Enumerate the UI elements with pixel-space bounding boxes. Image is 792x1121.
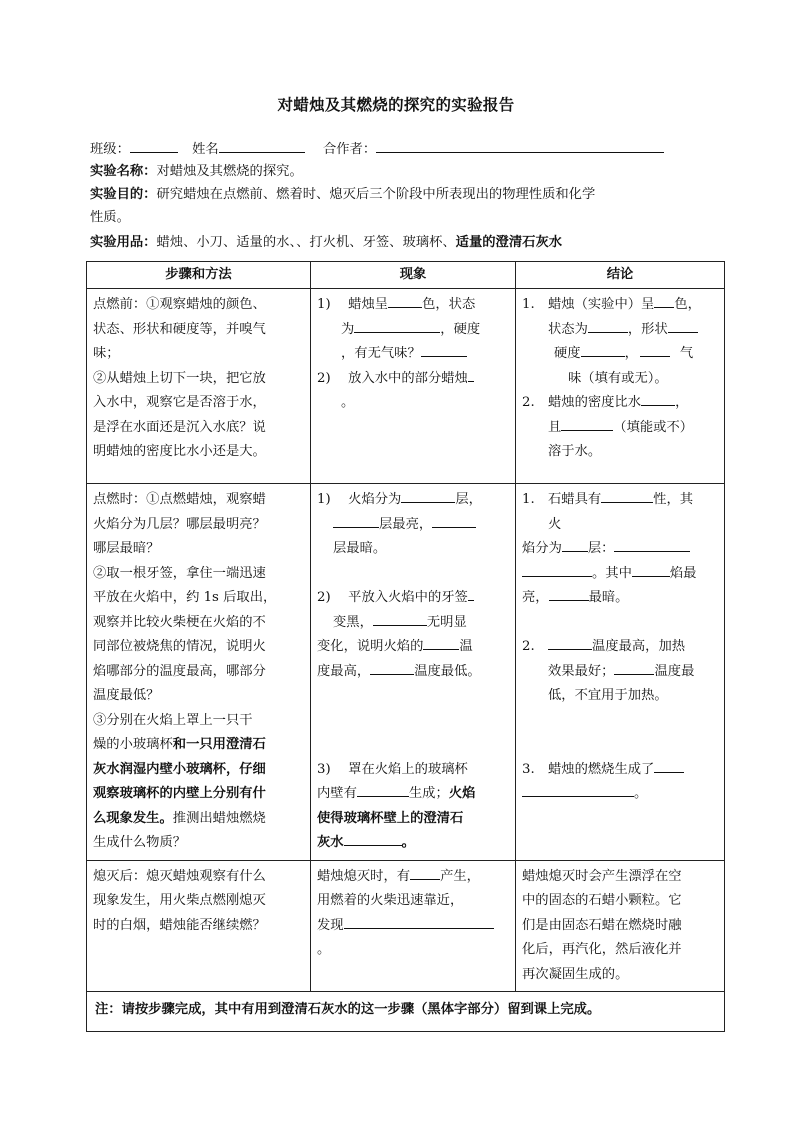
text-span: 最暗。 bbox=[588, 590, 629, 605]
text-span: 生成； bbox=[408, 786, 449, 801]
answer-blank[interactable] bbox=[370, 660, 414, 675]
experiment-purpose-line bbox=[90, 184, 720, 206]
table-header-row bbox=[87, 262, 725, 289]
answer-blank[interactable] bbox=[632, 562, 670, 577]
materials-value: 蜡烛、小刀、适量的水、、打火机、牙签、玻璃杯、 bbox=[156, 235, 456, 250]
text-span: 度最高， bbox=[317, 663, 371, 679]
text-span: 1. 石蜡具有 bbox=[522, 492, 602, 507]
text-line bbox=[317, 865, 509, 890]
text-line: 中的固态的石蜡小颗粒。它 bbox=[522, 893, 682, 908]
text-line: 状态、形状和硬度等，并嗅气 bbox=[93, 321, 266, 337]
text-span: ，形状 bbox=[627, 321, 668, 337]
text-span: ， bbox=[675, 395, 689, 410]
materials-value-bold: 适量的澄清石灰水 bbox=[455, 235, 563, 250]
text-line bbox=[317, 391, 509, 416]
answer-blank[interactable] bbox=[344, 831, 402, 846]
experiment-purpose-value-1: 研究蜡烛在点燃前、燃着时、熄灭后三个阶段中所表现出的物理性质和化学 bbox=[156, 187, 596, 202]
phenomena-cell-before bbox=[311, 289, 516, 484]
text-line: 们是由固态石蜡在燃烧时融 bbox=[522, 917, 682, 933]
text-line: 现象发生，用火柴点燃刚熄灭 bbox=[93, 893, 266, 908]
text-line bbox=[317, 513, 509, 538]
text-line: 哪层最暗？ bbox=[93, 541, 160, 556]
text-line: 蜡烛熄灭时会产生漂浮在空 bbox=[522, 868, 682, 884]
class-blank[interactable] bbox=[130, 138, 178, 153]
text-line bbox=[317, 635, 509, 660]
text-span: 1. 蜡烛（实验中）呈 bbox=[522, 297, 655, 312]
bold-text-span: 么现象发生。 bbox=[93, 810, 173, 826]
text-span: 。 bbox=[634, 786, 648, 801]
table-note-row bbox=[87, 992, 725, 1032]
text-line: 温度最低？ bbox=[93, 688, 160, 703]
table-row-before-lighting bbox=[87, 289, 725, 484]
answer-blank[interactable] bbox=[373, 611, 427, 626]
text-line: 平放在火焰中，约 1s 后取出， bbox=[93, 590, 277, 605]
answer-blank[interactable] bbox=[549, 586, 589, 601]
text-span: 变黑， bbox=[333, 614, 373, 630]
text-span: 2. bbox=[522, 639, 548, 654]
answer-blank[interactable] bbox=[601, 488, 653, 503]
text-line bbox=[522, 635, 718, 660]
answer-blank[interactable] bbox=[588, 318, 628, 333]
bold-text-line bbox=[317, 831, 509, 856]
text-line: 观察并比较火柴梗在火焰的不 bbox=[93, 614, 266, 630]
bold-text-span: 火焰 bbox=[448, 786, 476, 801]
text-line bbox=[317, 660, 509, 685]
materials-label: 实验用品： bbox=[90, 235, 157, 250]
partner-blank[interactable] bbox=[376, 138, 664, 153]
spacer bbox=[317, 684, 509, 709]
text-line bbox=[522, 318, 718, 343]
text-span: 温 bbox=[459, 639, 473, 654]
experiment-purpose-line-2 bbox=[90, 207, 720, 229]
text-line bbox=[522, 758, 718, 783]
answer-blank[interactable] bbox=[641, 391, 675, 406]
text-span: 为 bbox=[341, 321, 355, 337]
text-line bbox=[317, 914, 509, 939]
answer-blank[interactable] bbox=[333, 513, 379, 528]
text-span: 效果最好； bbox=[548, 663, 615, 679]
answer-blank[interactable] bbox=[522, 562, 592, 577]
text-span: 层最暗。 bbox=[333, 541, 387, 556]
text-span: 1) 蜡烛呈 bbox=[317, 297, 389, 312]
bold-text-span: 。 bbox=[401, 835, 415, 850]
spacer bbox=[317, 709, 509, 734]
text-line bbox=[522, 488, 718, 513]
text-line bbox=[522, 537, 718, 562]
answer-blank[interactable] bbox=[344, 914, 494, 929]
answer-blank[interactable] bbox=[561, 416, 613, 431]
steps-cell-before bbox=[87, 289, 311, 484]
class-label: 班级： bbox=[90, 142, 130, 157]
note-text: 注：请按步骤完成，其中有用到澄清石灰水的这一步骤（黑体字部分）留到课上完成。 bbox=[87, 992, 725, 1032]
text-line bbox=[93, 733, 304, 758]
text-span: 焰最 bbox=[669, 565, 697, 581]
experiment-name-line bbox=[90, 161, 720, 183]
answer-blank[interactable] bbox=[354, 318, 440, 333]
phenomena-cell-burning bbox=[311, 484, 516, 861]
answer-blank[interactable] bbox=[614, 537, 690, 552]
text-span: 。其中 bbox=[592, 565, 632, 581]
text-line bbox=[522, 586, 718, 611]
text-span: 火 bbox=[548, 516, 562, 532]
text-span: 2) 放入水中的部分蜡烛 bbox=[317, 370, 468, 386]
name-label: 姓名 bbox=[192, 142, 219, 157]
answer-blank[interactable] bbox=[357, 782, 409, 797]
text-span: 1) 火焰分为 bbox=[317, 492, 402, 507]
text-line: 点燃时：①点燃蜡烛，观察蜡 bbox=[93, 492, 266, 507]
text-line: ②从蜡烛上切下一块，把它放 bbox=[93, 370, 266, 386]
spacer bbox=[317, 562, 509, 587]
bold-text-span: 灰水 bbox=[317, 835, 344, 850]
text-span: 内壁有 bbox=[317, 786, 357, 801]
text-span: 溶于水。 bbox=[548, 444, 602, 459]
text-span: ，有无气味？ bbox=[341, 346, 421, 361]
answer-blank[interactable] bbox=[640, 342, 670, 357]
text-line bbox=[317, 293, 509, 318]
experiment-name-value: 对蜡烛及其燃烧的探究。 bbox=[156, 164, 303, 179]
steps-cell-burning bbox=[87, 484, 311, 861]
text-line: 再次凝固生成的。 bbox=[522, 966, 629, 982]
text-span: 硬度 bbox=[554, 346, 581, 361]
text-span: 。 bbox=[341, 395, 355, 410]
answer-blank[interactable] bbox=[668, 318, 698, 333]
answer-blank[interactable] bbox=[432, 513, 476, 528]
text-span: 状态为 bbox=[548, 321, 588, 337]
answer-blank[interactable] bbox=[522, 782, 634, 797]
bold-text-line: 观察玻璃杯的内壁上分别有什 bbox=[93, 786, 266, 801]
answer-blank[interactable] bbox=[401, 488, 455, 503]
answer-blank[interactable] bbox=[423, 635, 459, 650]
text-span: 亮， bbox=[522, 590, 549, 605]
text-span: 温度最 bbox=[654, 663, 695, 679]
phenomena-cell-after bbox=[311, 860, 516, 992]
text-line bbox=[522, 293, 718, 318]
text-line bbox=[522, 391, 718, 416]
name-blank[interactable] bbox=[219, 138, 305, 153]
text-line bbox=[317, 758, 509, 783]
text-span: 低，不宜用于加热。 bbox=[548, 688, 668, 703]
answer-blank[interactable] bbox=[421, 342, 467, 357]
report-title: 对蜡烛及其燃烧的探究的实验报告 bbox=[277, 95, 515, 114]
text-span: （填能或不） bbox=[613, 419, 694, 435]
text-line: ③分别在火焰上罩上一只干 bbox=[93, 712, 253, 728]
answer-blank[interactable] bbox=[410, 865, 440, 880]
text-span: ，硬度 bbox=[440, 321, 481, 337]
text-line: 同部位被烧焦的情况，说明火 bbox=[93, 639, 266, 654]
text-line: 焰哪部分的温度最高，哪部分 bbox=[93, 663, 266, 679]
text-span: 层： bbox=[587, 541, 615, 556]
answer-blank[interactable] bbox=[548, 635, 592, 650]
text-line: 熄灭后：熄灭蜡烛观察有什么 bbox=[93, 868, 266, 884]
text-line bbox=[522, 660, 718, 685]
text-line bbox=[522, 367, 718, 392]
conclusion-cell-before bbox=[516, 289, 725, 484]
answer-blank[interactable] bbox=[468, 367, 474, 382]
text-line bbox=[522, 513, 718, 538]
text-span: 无明显 bbox=[426, 614, 467, 630]
text-line bbox=[522, 416, 718, 441]
text-span: 燥的小玻璃杯 bbox=[93, 737, 173, 752]
text-span: 温度最低。 bbox=[414, 663, 481, 679]
partner-label: 合作者： bbox=[322, 142, 377, 157]
text-span: 发现 bbox=[317, 917, 344, 933]
text-line bbox=[317, 367, 509, 392]
text-line: 味； bbox=[93, 346, 120, 361]
answer-blank[interactable] bbox=[654, 758, 684, 773]
text-span: ， bbox=[624, 346, 638, 361]
text-line: ②取一根牙签，拿住一端迅速 bbox=[93, 565, 266, 581]
text-span: 色，状态 bbox=[422, 297, 476, 312]
text-line bbox=[317, 537, 509, 562]
text-line bbox=[522, 684, 718, 709]
text-span: 3. 蜡烛的燃烧生成了 bbox=[522, 761, 655, 777]
conclusion-cell-after bbox=[516, 860, 725, 992]
text-line bbox=[317, 586, 509, 611]
answer-blank[interactable] bbox=[654, 293, 674, 308]
text-line: 生成什么物质？ bbox=[93, 835, 187, 850]
bold-text-span: 和一只用澄清石 bbox=[172, 737, 266, 752]
spacer bbox=[522, 709, 718, 734]
text-span: 2) 平放入火焰中的牙签 bbox=[317, 590, 468, 605]
text-span: 气 bbox=[679, 346, 694, 361]
header-steps: 步骤和方法 bbox=[87, 262, 311, 289]
text-span: 温度最高，加热 bbox=[591, 639, 686, 654]
text-span: 色， bbox=[674, 297, 701, 312]
bold-text-line: 灰水润湿内壁小玻璃杯，仔细 bbox=[93, 761, 266, 777]
text-line: 是浮在水面还是沉入水底？说 bbox=[93, 419, 266, 435]
table-row-after-extinguish bbox=[87, 860, 725, 992]
steps-cell-after bbox=[87, 860, 311, 992]
text-span: 味（填有或无）。 bbox=[568, 370, 668, 386]
text-span: 且 bbox=[548, 419, 562, 435]
header-conclusion: 结论 bbox=[516, 262, 725, 289]
spacer bbox=[522, 733, 718, 758]
text-line bbox=[522, 782, 718, 807]
text-line bbox=[522, 562, 718, 587]
text-span: 性，其 bbox=[653, 492, 694, 507]
experiment-purpose-label: 实验目的： bbox=[90, 187, 157, 202]
text-line: 。 bbox=[317, 942, 331, 957]
text-span: 2. 蜡烛的密度比水 bbox=[522, 395, 642, 410]
text-line bbox=[93, 807, 304, 832]
text-line: 时的白烟，蜡烛能否继续燃？ bbox=[93, 917, 266, 933]
info-line bbox=[90, 138, 720, 161]
header-phenomena: 现象 bbox=[311, 262, 516, 289]
text-line bbox=[317, 488, 509, 513]
text-span: 变化，说明火焰的 bbox=[317, 639, 424, 654]
experiment-purpose-value-2: 性质。 bbox=[90, 210, 130, 225]
text-line bbox=[522, 440, 718, 465]
spacer bbox=[522, 611, 718, 636]
text-line bbox=[522, 342, 718, 367]
answer-blank[interactable] bbox=[468, 586, 474, 601]
experiment-name-label: 实验名称： bbox=[90, 164, 157, 179]
text-line: 用燃着的火柴迅速靠近， bbox=[317, 893, 464, 908]
text-line bbox=[317, 342, 509, 367]
answer-blank[interactable] bbox=[581, 342, 625, 357]
text-span: 产生， bbox=[440, 868, 480, 884]
table-row-burning bbox=[87, 484, 725, 861]
text-line: 点燃前：①观察蜡烛的颜色、 bbox=[93, 297, 266, 312]
text-span: 层最亮， bbox=[379, 516, 433, 532]
answer-blank[interactable] bbox=[614, 660, 654, 675]
report-table bbox=[86, 261, 725, 1032]
text-span: 推测出蜡烛燃烧 bbox=[172, 810, 266, 826]
text-line: 明蜡烛的密度比水小还是大。 bbox=[93, 444, 266, 459]
text-line bbox=[317, 611, 509, 636]
conclusion-cell-burning bbox=[516, 484, 725, 861]
text-line: 入水中，观察它是否溶于水， bbox=[93, 395, 266, 410]
text-span: 3) 罩在火焰上的玻璃杯 bbox=[317, 761, 468, 777]
spacer bbox=[317, 733, 509, 758]
materials-line bbox=[90, 232, 720, 254]
answer-blank[interactable] bbox=[388, 293, 422, 308]
answer-blank[interactable] bbox=[562, 537, 588, 552]
text-span: 蜡烛熄灭时，有 bbox=[317, 868, 411, 884]
text-span: 层， bbox=[455, 492, 482, 507]
text-line: 火焰分为几层？哪层最明亮？ bbox=[93, 516, 266, 532]
text-line bbox=[317, 782, 509, 807]
text-span: 焰分为 bbox=[522, 541, 562, 556]
text-line: 化后，再汽化，然后液化并 bbox=[522, 942, 682, 957]
text-line bbox=[317, 318, 509, 343]
bold-text-line: 使得玻璃杯壁上的澄清石 bbox=[317, 810, 464, 826]
